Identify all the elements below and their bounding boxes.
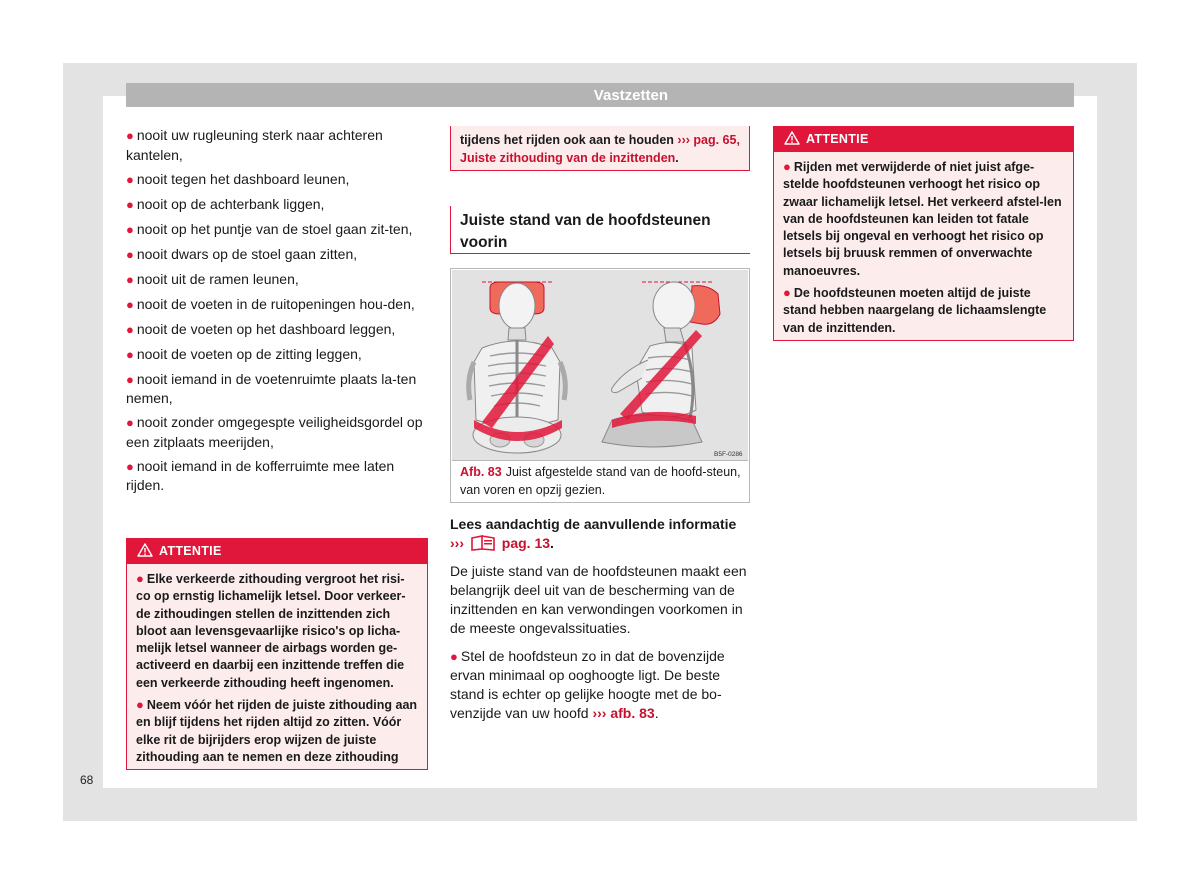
body-paragraph: De juiste stand van de hoofdsteunen maakt een belangrijk deel uit van de bescherming van de inzittenden en kan verwondingen voorkomen in de meeste ongevalssituaties. — [450, 563, 747, 636]
figure-83 — [450, 268, 750, 503]
list-item: ● nooit iemand in de kofferruimte mee laten rijden. — [126, 457, 395, 493]
list-item: ● nooit de voeten op het dashboard leggen, — [126, 320, 396, 337]
list-item: ● nooit de voeten in de ruitopeningen hou-den, — [126, 295, 415, 312]
warning-item: ● De hoofdsteunen moeten altijd de juiste stand hebben naargelang de lichaamslengte van de inzittenden. — [783, 285, 1047, 335]
figure-code: B5F-0286 — [714, 451, 743, 458]
column-1 — [126, 126, 428, 500]
warning-header: ATTENTIE — [127, 539, 427, 564]
warning-item: ● Neem vóór het rijden de juiste zithouding aan en blijf tijdens het rijden altijd zo zitten. Vóór elke rit de bijrijders erop wijzen de juiste zithouding aan te nemen en deze zithouding — [136, 697, 418, 764]
warning-box-headrest — [773, 126, 1074, 341]
headrest-diagram — [452, 270, 748, 460]
warning-item: ● Rijden met verwijderde of niet juist afge-stelde hoofdsteunen verhoogt het risico op zwaar lichamelijk letsel. Het verkeerd afstel-len van de hoofdsteunen kan leiden tot fatale letsels bij ongeval en verhoogt het risico op letsels bij bruusk remmen of onverwachte manoeuvres. — [783, 159, 1062, 278]
bullet-icon: ● — [450, 649, 458, 664]
cross-ref-arrows: ››› — [677, 133, 690, 147]
bullet-icon: ● — [126, 296, 134, 312]
cross-ref-arrows: ››› — [450, 535, 464, 551]
figure-caption: Afb. 83 Juist afgestelde stand van de hoofd-steun, van voren en opzij gezien. — [460, 465, 741, 497]
list-item: ● nooit uw rugleuning sterk naar achteren kantelen, — [126, 127, 383, 163]
list-item: ● nooit dwars op de stoel gaan zitten, — [126, 245, 358, 262]
figure-reference-link[interactable]: afb. 83 — [610, 705, 655, 721]
bullet-icon: ● — [783, 285, 791, 301]
bullet-icon: ● — [126, 321, 134, 337]
section-title: Juiste stand van de hoofdsteunen voorin — [450, 206, 750, 254]
instruction-item: ● Stel de hoofdsteun zo in dat de bovenzijde ervan minimaal op ooghoogte ligt. De beste stand is echter op gelijke hoogte met de bo-venzijde van uw hoofd ››› afb. 83. — [450, 648, 725, 721]
read-more-note: Lees aandachtig de aanvullende informatie ››› pag. 13. — [450, 516, 737, 551]
list-item: ● nooit op de achterbank liggen, — [126, 195, 325, 212]
bullet-icon: ● — [126, 346, 134, 362]
warning-triangle-icon — [137, 543, 153, 557]
list-item: ● nooit zonder omgegespte veiligheidsgordel op een zitplaats meerijden, — [126, 414, 423, 450]
warning-item: ● Elke verkeerde zithouding vergroot het risi-co op ernstig lichamelijk letsel. Door verkeer-de zithoudingen stellen de inzittenden zich bloot aan levensgevaarlijke risico's op licha-melijk letsel wanneer de airbags worden ge-activeerd en daarbij een inzittende treffen die een verkeerde zithouding heeft ingenomen. — [136, 571, 406, 690]
manual-book-icon — [470, 535, 496, 551]
warning-box-seating — [126, 538, 428, 770]
cross-reference-link[interactable]: pag. 65, Juiste zithouding van de inzittenden — [460, 133, 740, 165]
warning-header: ATTENTIE — [774, 127, 1073, 152]
bullet-icon: ● — [126, 128, 134, 143]
headrest-illustration — [452, 270, 748, 461]
bullet-icon: ● — [126, 171, 134, 187]
chapter-header: Vastzetten — [126, 83, 1074, 107]
bullet-icon: ● — [126, 221, 134, 237]
bullet-icon: ● — [126, 415, 134, 430]
bullet-icon: ● — [136, 571, 144, 586]
list-item: ● nooit op het puntje van de stoel gaan zit-ten, — [126, 220, 413, 237]
cross-reference-link[interactable]: pag. 13 — [501, 535, 551, 551]
bullet-icon: ● — [126, 246, 134, 262]
warning-triangle-icon — [784, 131, 800, 145]
column-2-text — [450, 515, 750, 732]
bullet-icon: ● — [126, 271, 134, 287]
list-item: ● nooit tegen het dashboard leunen, — [126, 170, 350, 187]
bullet-icon: ● — [783, 159, 791, 174]
list-item: ● nooit de voeten op de zitting leggen, — [126, 345, 362, 362]
warning-continuation: tijdens het rijden ook aan te houden ››› pag. 65, Juiste zithouding van de inzittenden. — [450, 126, 750, 171]
list-item: ● nooit iemand in de voetenruimte plaats la-ten nemen, — [126, 370, 417, 406]
bullet-icon: ● — [126, 196, 134, 212]
bullet-icon: ● — [136, 697, 144, 713]
bullet-icon: ● — [126, 458, 134, 474]
list-item: ● nooit uit de ramen leunen, — [126, 270, 299, 287]
cross-ref-arrows: ››› — [592, 705, 607, 721]
page-number: 68 — [80, 773, 94, 787]
bullet-icon: ● — [126, 371, 134, 387]
